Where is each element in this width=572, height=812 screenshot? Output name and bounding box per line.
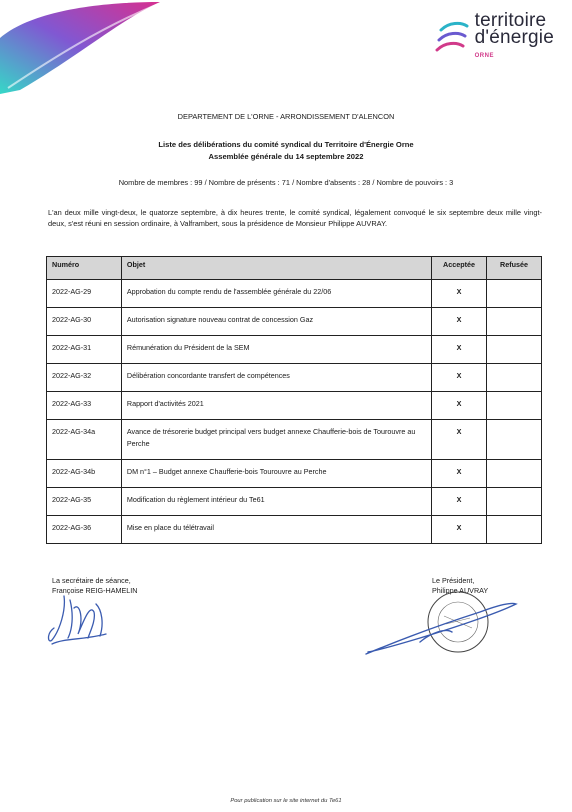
cell-objet: Modification du règlement intérieur du Te61	[121, 488, 431, 516]
table-row	[47, 308, 542, 336]
cell-acceptee: X	[432, 280, 487, 308]
cell-acceptee: X	[432, 364, 487, 392]
column-header-acceptee: Acceptée	[432, 257, 487, 280]
cell-refusee	[487, 460, 542, 488]
column-header-objet: Objet	[121, 257, 431, 280]
cell-refusee	[487, 280, 542, 308]
title-line-2: Assemblée générale du 14 septembre 2022	[208, 152, 364, 161]
cell-refusee	[487, 364, 542, 392]
cell-acceptee: X	[432, 392, 487, 420]
table-header-row	[47, 257, 542, 280]
cell-refusee	[487, 392, 542, 420]
cell-numero: 2022-AG-35	[47, 488, 122, 516]
cell-acceptee: X	[432, 336, 487, 364]
cell-refusee	[487, 488, 542, 516]
cell-numero: 2022-AG-33	[47, 392, 122, 420]
cell-refusee	[487, 516, 542, 544]
logo-line-1: territoire	[474, 10, 547, 31]
territoire-energie-logo-icon	[435, 18, 471, 58]
cell-objet: Mise en place du télétravail	[121, 516, 431, 544]
cell-objet: Autorisation signature nouveau contrat de concession Gaz	[121, 308, 431, 336]
official-stamp	[360, 588, 520, 666]
secretary-name: Françoise REIG-HAMELIN	[52, 586, 138, 595]
logo-subtitle: ORNE	[474, 53, 494, 59]
brand-swoosh-icon	[0, 0, 165, 95]
cell-numero: 2022-AG-36	[47, 516, 122, 544]
cell-refusee	[487, 308, 542, 336]
table-row	[47, 336, 542, 364]
cell-numero: 2022-AG-34a	[47, 420, 122, 460]
table-row	[47, 488, 542, 516]
table-row	[47, 280, 542, 308]
table-row	[47, 516, 542, 544]
deliberations-table	[46, 256, 542, 544]
cell-refusee	[487, 420, 542, 460]
president-name: Philippe AUVRAY	[432, 586, 489, 595]
cell-objet: Approbation du compte rendu de l'assemblée générale du 22/06	[121, 280, 431, 308]
table-row	[47, 392, 542, 420]
cell-numero: 2022-AG-29	[47, 280, 122, 308]
cell-numero: 2022-AG-31	[47, 336, 122, 364]
column-header-numero: Numéro	[47, 257, 122, 280]
cell-acceptee: X	[432, 308, 487, 336]
president-role: Le Président,	[432, 576, 475, 585]
title-line-1: Liste des délibérations du comité syndical du Territoire d'Énergie Orne	[158, 140, 414, 149]
brand-logo	[435, 12, 554, 65]
column-header-refusee: Refusée	[487, 257, 542, 280]
cell-numero: 2022-AG-34b	[47, 460, 122, 488]
table-row	[47, 420, 542, 460]
page-footer: Pour publication sur le site internet du Te61	[230, 798, 342, 804]
cell-numero: 2022-AG-30	[47, 308, 122, 336]
attendance-counts: Nombre de membres : 99 / Nombre de présents : 71 / Nombre d'absents : 28 / Nombre de pouvoirs : 3	[118, 178, 454, 187]
table-row	[47, 460, 542, 488]
cell-objet: DM n°1 – Budget annexe Chaufferie-bois Tourouvre au Perche	[121, 460, 431, 488]
cell-refusee	[487, 336, 542, 364]
department-heading: DEPARTEMENT DE L'ORNE - ARRONDISSEMENT D'ALENCON	[177, 112, 395, 121]
cell-acceptee: X	[432, 516, 487, 544]
cell-acceptee: X	[432, 460, 487, 488]
cell-objet: Délibération concordante transfert de compétences	[121, 364, 431, 392]
intro-paragraph: L'an deux mille vingt-deux, le quatorze septembre, à dix heures trente, le comité syndical, légalement convoqué le six septembre deux mille vingt-deux, s'est réuni en session ordinaire, à Valframbert, sous la présidence de Monsieur Philippe AUVRAY.	[48, 208, 542, 229]
cell-objet: Avance de trésorerie budget principal vers budget annexe Chaufferie-bois de Tourouvre au Perche	[121, 420, 431, 460]
cell-numero: 2022-AG-32	[47, 364, 122, 392]
table-row	[47, 364, 542, 392]
document-title	[0, 139, 572, 163]
cell-objet: Rémunération du Président de la SEM	[121, 336, 431, 364]
cell-objet: Rapport d'activités 2021	[121, 392, 431, 420]
secretary-signature-scribble	[44, 590, 114, 648]
logo-line-2: d'énergie	[474, 27, 554, 48]
cell-acceptee: X	[432, 420, 487, 460]
cell-acceptee: X	[432, 488, 487, 516]
secretary-role: La secrétaire de séance,	[52, 576, 131, 585]
